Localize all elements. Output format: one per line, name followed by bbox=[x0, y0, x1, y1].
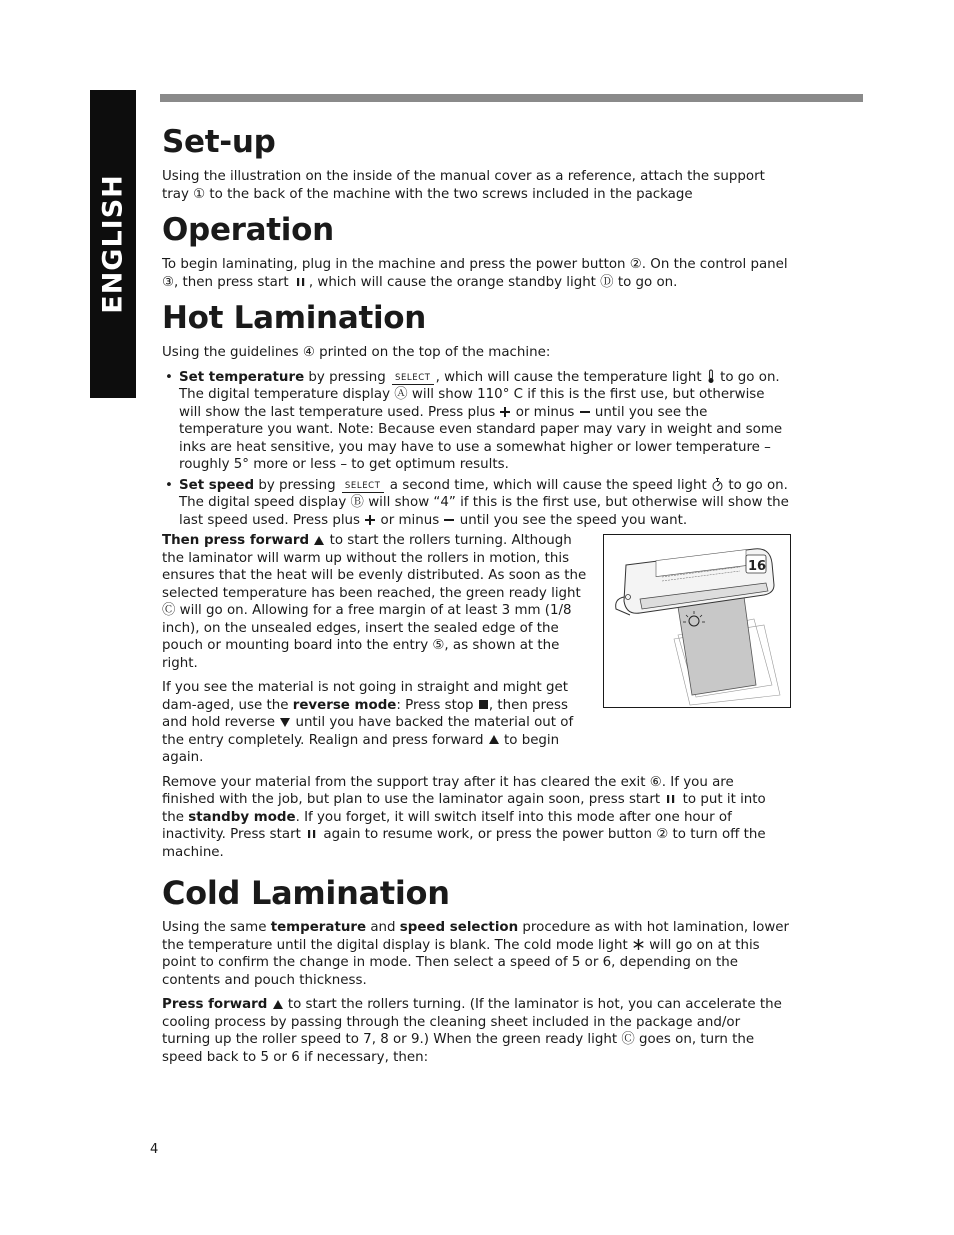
setup-body: Using the illustration on the inside of the manual cover as a reference, attach the support tray ① to the back of the machine with the two screws included in the package bbox=[162, 169, 765, 202]
speed-icon bbox=[711, 477, 724, 492]
cold-procedure-paragraph: Using the same temperature and speed selection procedure as with hot lamination, lower the temperature until the digital display is blank. The cold mode light will go on at this point to confirm the change in mode. Then select a speed of 5 or 6, depending on the contents and pouch thickness. bbox=[162, 920, 790, 988]
language-label: ENGLISH bbox=[97, 174, 129, 314]
minus-icon bbox=[443, 514, 455, 526]
laminator-drawing bbox=[604, 535, 790, 707]
snowflake-icon bbox=[632, 938, 645, 951]
setup-section bbox=[162, 122, 790, 203]
operation-heading: Operation bbox=[162, 212, 334, 248]
forward-triangle-icon bbox=[313, 535, 325, 546]
forward-triangle-icon bbox=[272, 999, 284, 1010]
start-pause-icon bbox=[293, 276, 309, 288]
standby-mode-paragraph: Remove your material from the support tray after it has cleared the exit ⑥. If you are finished with the job, but plan to use the laminator again soon, press start to put it into the standby mode. If you forget, it will switch itself into this mode after one hour of inactivity. Press start again to resume work, or press the power button ② to turn off the machine. bbox=[162, 774, 766, 860]
plus-icon bbox=[364, 514, 376, 526]
reverse-mode-paragraph: If you see the material is not going in straight and might get dam-aged, use the reverse mode: Press stop , then press and hold reverse until you have backed the material out of the entry completely. Realign and press forward to begin again. bbox=[162, 680, 574, 765]
hot-lamination-section bbox=[162, 298, 790, 861]
minus-icon bbox=[579, 406, 591, 418]
display-readout: 16 bbox=[748, 559, 767, 574]
forward-block bbox=[162, 532, 790, 767]
plus-icon bbox=[499, 406, 511, 418]
stop-square-icon bbox=[478, 699, 489, 710]
start-pause-icon bbox=[664, 793, 678, 805]
select-button-glyph: SELECT bbox=[342, 481, 384, 493]
press-forward-paragraph: Then press forward to start the rollers turning. Although the laminator will warm up without the rollers in motion, this ensures that the heat will be evenly distributed. As soon as the selected temperature has been reached, the green ready light Ⓒ will go on. Allowing for a free margin of at least 3 mm (1/8 inch), on the unsealed edges, insert the sealed edge of the pouch or mounting board into the entry ⑤, as shown at the right. bbox=[162, 533, 587, 671]
forward-triangle-icon bbox=[488, 734, 500, 745]
operation-section bbox=[162, 210, 790, 291]
hot-lamination-heading: Hot Lamination bbox=[162, 300, 427, 336]
cold-lamination-heading: Cold Lamination bbox=[162, 874, 450, 912]
language-tab bbox=[90, 90, 136, 398]
set-speed-item: • Set speed by pressing SELECT a second time, which will cause the speed light to go on. The digital speed display Ⓑ will show “4” if this is the first use, but otherwise will show the last speed used. Press plus or minus until you see the speed you want. bbox=[162, 477, 790, 530]
start-pause-icon bbox=[305, 828, 319, 840]
cold-lamination-section bbox=[162, 873, 790, 1066]
hot-intro: Using the guidelines ④ printed on the top of the machine: bbox=[162, 345, 551, 360]
page-content bbox=[162, 122, 790, 1073]
operation-body: To begin laminating, plug in the machine and press the power button ②. On the control panel ③, then press start , which will cause the orange standby light Ⓓ to go on. bbox=[162, 257, 788, 290]
thermometer-icon bbox=[706, 369, 716, 384]
page-number: 4 bbox=[150, 1142, 159, 1157]
setup-heading: Set-up bbox=[162, 124, 276, 160]
header-rule bbox=[160, 94, 863, 102]
forward-text-column bbox=[162, 532, 594, 767]
select-button-glyph: SELECT bbox=[392, 373, 434, 385]
cold-forward-paragraph: Press forward to start the rollers turning. (If the laminator is hot, you can accelerate the cooling process by passing through the cleaning sheet included in the package and/or turning up the roller speed to 7, 8 or 9.) When the green ready light Ⓒ goes on, turn the speed back to 5 or 6 if necessary, then: bbox=[162, 997, 782, 1065]
laminator-illustration bbox=[603, 534, 791, 708]
set-temperature-item: • Set temperature by pressing SELECT , which will cause the temperature light to go on. The digital temperature display Ⓐ will show 110° C if this is the first use, but otherwise will show the last temperature used. Press plus or minus until you see the temperature you want. Note: Because even standard paper may vary in weight and some inks are heat sensitive, you may have to use a somewhat higher or lower temperature – roughly 5° more or less – to get optimum results. bbox=[162, 369, 790, 474]
reverse-triangle-icon bbox=[279, 717, 291, 728]
hot-steps-list bbox=[162, 369, 790, 530]
